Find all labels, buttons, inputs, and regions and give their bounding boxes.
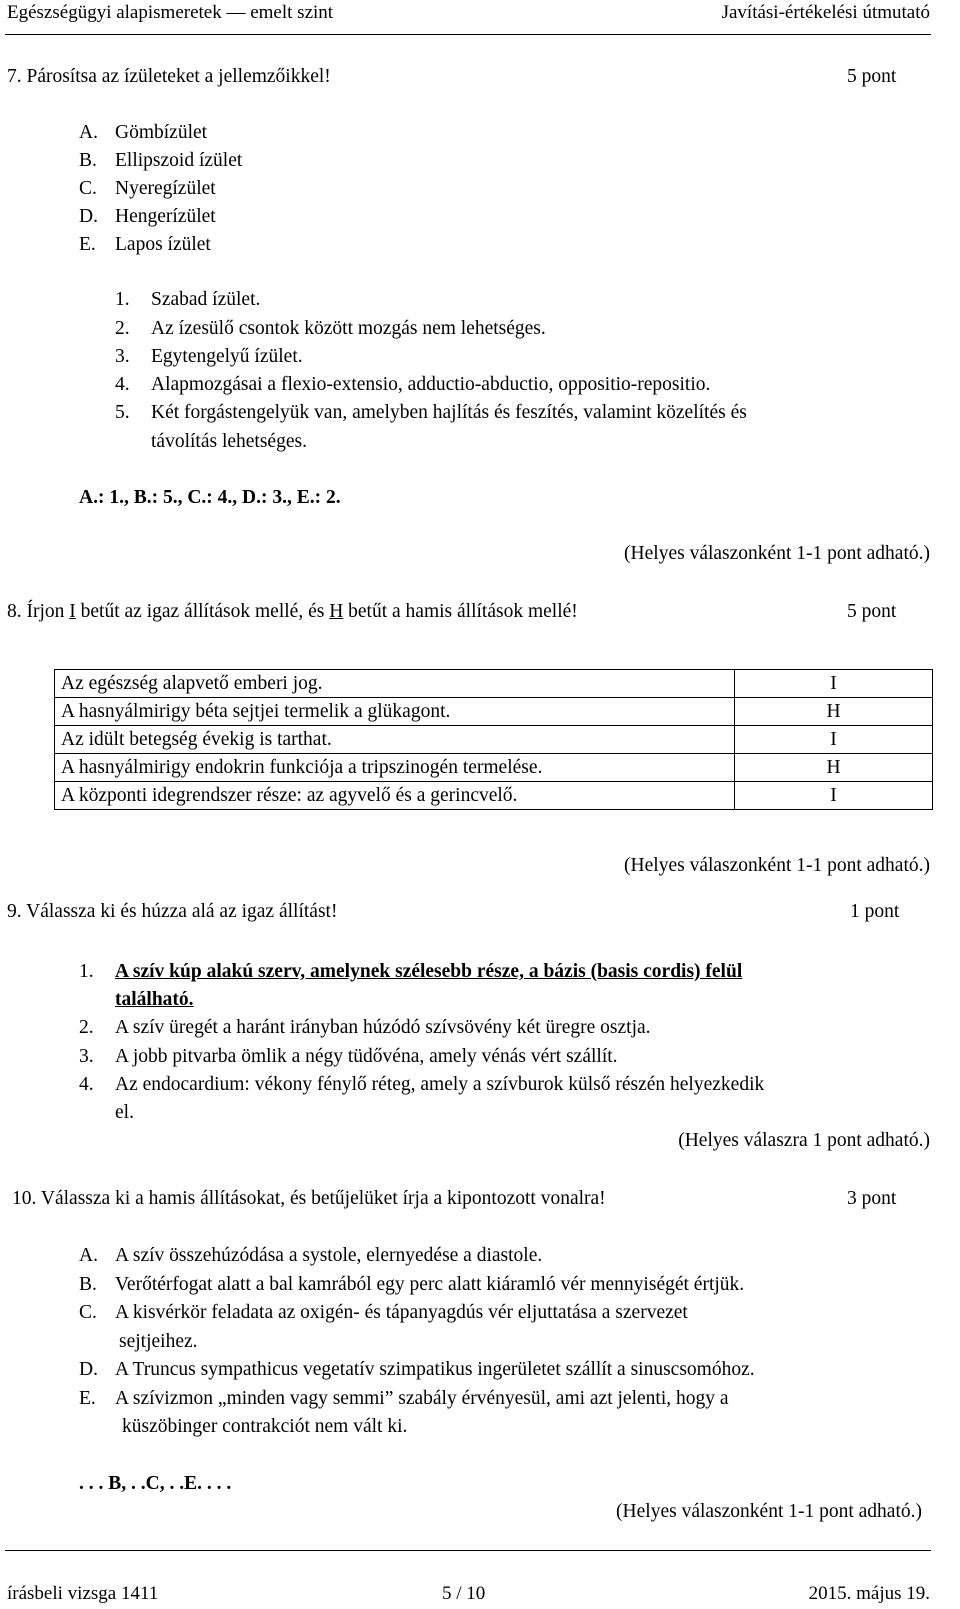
q8-points: 5 pont	[847, 601, 897, 622]
q7-number-marker: 2.	[115, 318, 130, 339]
statement-cell: A hasnyálmirigy béta sejtjei termelik a glükagont.	[55, 698, 735, 726]
q7-number-marker: 3.	[115, 346, 130, 367]
q10-item-marker: B.	[79, 1274, 97, 1295]
q7-number-marker: 1.	[115, 289, 130, 310]
q7-letter-marker: C.	[79, 178, 97, 199]
q9-correct-statement-cont: található.	[115, 989, 194, 1010]
q8-title	[7, 601, 578, 623]
q9-scoring-note: (Helyes válaszra 1 pont adható.)	[678, 1130, 930, 1151]
answer-cell: I	[735, 782, 933, 810]
header-rule	[5, 34, 931, 35]
q9-points: 1 pont	[850, 901, 900, 922]
q7-letter-marker: B.	[79, 150, 97, 171]
q9-item-text-cont: el.	[115, 1102, 134, 1123]
q7-letter-text: Nyeregízület	[115, 178, 216, 199]
q7-number-text: Egytengelyű ízület.	[151, 346, 303, 367]
q10-item-text: A kisvérkör feladata az oxigén- és tápanyagdús vér eljuttatása a szervezet	[115, 1302, 688, 1323]
q7-number-text-cont: távolítás lehetséges.	[151, 431, 307, 452]
q10-item-text: A szívizmon „minden vagy semmi” szabály érvényesül, ami azt jelenti, hogy a	[115, 1388, 729, 1409]
q9-item-text: A szív üregét a haránt irányban húzódó szívsövény két üregre osztja.	[115, 1017, 651, 1038]
q7-letter-marker: A.	[79, 122, 98, 143]
q10-item-text: A Truncus sympathicus vegetatív szimpatikus ingerületet szállít a sinuscsomóhoz.	[115, 1359, 755, 1380]
answer-cell: H	[735, 698, 933, 726]
table-row	[55, 726, 933, 754]
answer-cell: I	[735, 670, 933, 698]
table-row	[55, 670, 933, 698]
header-right: Javítási-értékelési útmutató	[721, 2, 930, 23]
q9-item-text: Az endocardium: vékony fénylő réteg, amely a szívburok külső részén helyezkedik	[115, 1074, 765, 1095]
q7-letter-text: Lapos ízület	[115, 234, 211, 255]
q9-item-marker: 3.	[79, 1046, 94, 1067]
q8-title-pre: 8. Írjon	[7, 601, 70, 622]
q10-points: 3 pont	[847, 1188, 897, 1209]
q10-item-marker: E.	[79, 1388, 96, 1409]
statement-cell: Az idült betegség évekig is tarthat.	[55, 726, 735, 754]
q10-item-text: A szív összehúzódása a systole, elernyedése a diastole.	[115, 1245, 543, 1266]
q7-letter-text: Hengerízület	[115, 206, 216, 227]
table-row	[55, 782, 933, 810]
q7-number-marker: 5.	[115, 402, 130, 423]
q10-scoring-note: (Helyes válaszonként 1-1 pont adható.)	[616, 1501, 922, 1522]
q10-item-text: Verőtérfogat alatt a bal kamrából egy perc alatt kiáramló vér mennyiségét értjük.	[115, 1274, 745, 1295]
q9-title: 9. Válassza ki és húzza alá az igaz állítást!	[7, 901, 338, 922]
q9-item-marker: 4.	[79, 1074, 94, 1095]
statement-cell: A hasnyálmirigy endokrin funkciója a tripszinogén termelése.	[55, 754, 735, 782]
q10-item-marker: C.	[79, 1302, 97, 1323]
table-row	[55, 698, 933, 726]
q8-title-mid: betűt az igaz állítások mellé, és	[75, 601, 330, 622]
footer-page-number: 5 / 10	[442, 1583, 486, 1604]
q10-title: 10. Válassza ki a hamis állításokat, és betűjelüket írja a kipontozott vonalra!	[12, 1188, 606, 1209]
statement-cell: A központi idegrendszer része: az agyvelő és a gerincvelő.	[55, 782, 735, 810]
q7-points: 5 pont	[847, 66, 897, 87]
answer-cell: H	[735, 754, 933, 782]
footer-rule	[5, 1550, 931, 1551]
footer-right: 2015. május 19.	[808, 1583, 930, 1604]
q7-letter-text: Ellipszoid ízület	[115, 150, 243, 171]
q8-title-post: betűt a hamis állítások mellé!	[343, 601, 578, 622]
q7-letter-marker: E.	[79, 234, 96, 255]
q7-number-text: Alapmozgásai a flexio-extensio, adductio-abductio, oppositio-repositio.	[151, 374, 711, 395]
q10-item-marker: A.	[79, 1245, 98, 1266]
q10-item-marker: D.	[79, 1359, 98, 1380]
q7-letter-text: Gömbízület	[115, 122, 208, 143]
q8-title-h: H	[329, 601, 344, 622]
footer-left: írásbeli vizsga 1411	[7, 1583, 159, 1604]
q8-true-false-table	[54, 669, 933, 810]
q7-number-text: Két forgástengelyük van, amelyben hajlítás és feszítés, valamint közelítés és	[151, 402, 747, 423]
q7-answer: A.: 1., B.: 5., C.: 4., D.: 3., E.: 2.	[79, 487, 341, 508]
header-left: Egészségügyi alapismeretek — emelt szint	[7, 2, 334, 23]
q7-scoring-note: (Helyes válaszonként 1-1 pont adható.)	[624, 543, 930, 564]
q7-title: 7. Párosítsa az ízületeket a jellemzőikkel!	[7, 66, 331, 87]
q8-title-i: I	[69, 601, 76, 622]
q9-item-marker: 1.	[79, 961, 94, 982]
q10-answer: . . . B, . .C, . .E. . . .	[79, 1473, 232, 1494]
q7-number-text: Az ízesülő csontok között mozgás nem lehetséges.	[151, 318, 546, 339]
q7-number-marker: 4.	[115, 374, 130, 395]
q9-item-marker: 2.	[79, 1017, 94, 1038]
statement-cell: Az egészség alapvető emberi jog.	[55, 670, 735, 698]
q7-number-text: Szabad ízület.	[151, 289, 261, 310]
q9-item-text: A jobb pitvarba ömlik a négy tüdővéna, amely vénás vért szállít.	[115, 1046, 618, 1067]
q10-item-text-cont: sejtjeihez.	[119, 1331, 198, 1352]
q9-correct-statement: A szív kúp alakú szerv, amelynek szélesebb része, a bázis (basis cordis) felül	[115, 961, 743, 982]
q10-item-text-cont: küszöbinger contrakciót nem vált ki.	[122, 1416, 408, 1437]
q8-scoring-note: (Helyes válaszonként 1-1 pont adható.)	[624, 855, 930, 876]
table-row	[55, 754, 933, 782]
answer-cell: I	[735, 726, 933, 754]
q7-letter-marker: D.	[79, 206, 98, 227]
